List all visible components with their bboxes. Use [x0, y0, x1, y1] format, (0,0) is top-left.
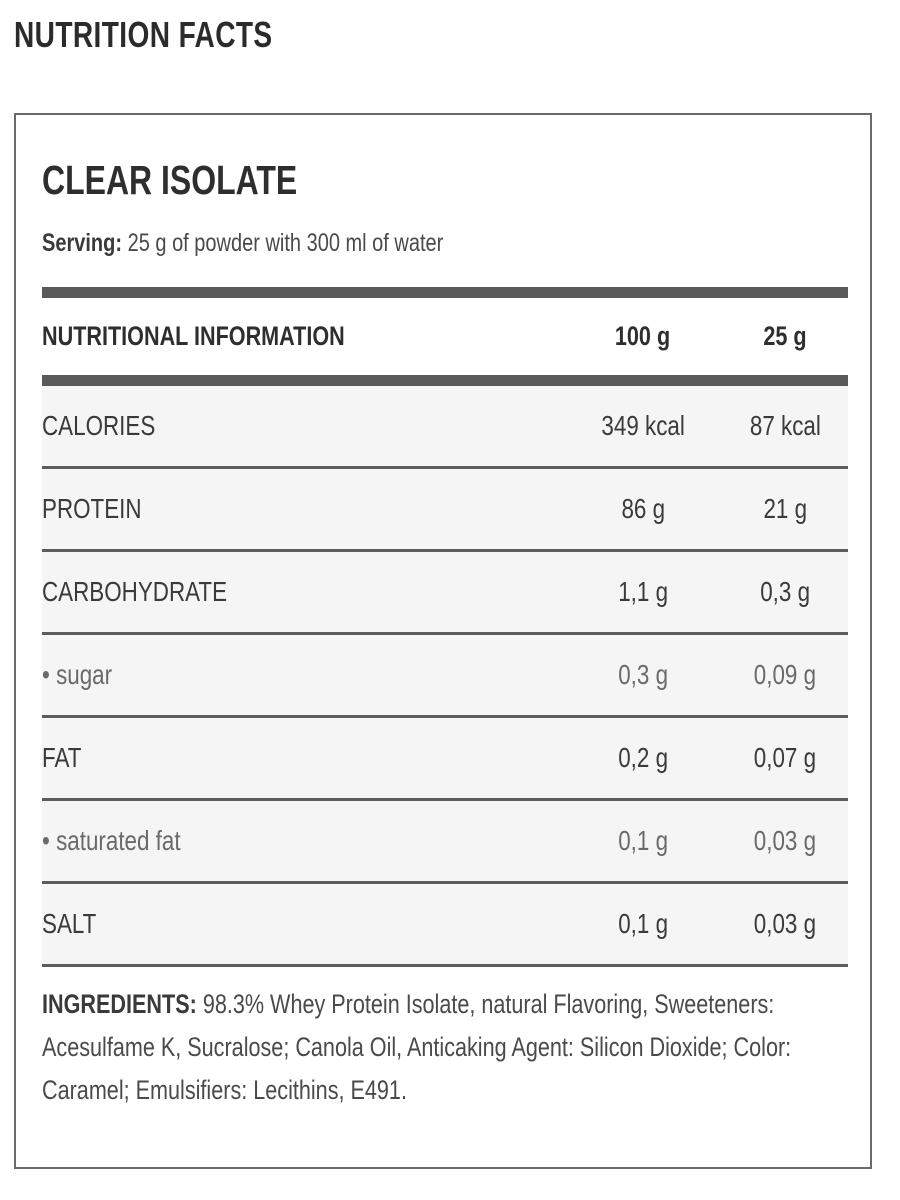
row-label: FAT [42, 742, 82, 773]
table-top-bar [42, 287, 848, 298]
row-value-25g: 0,09 g [753, 659, 817, 690]
product-name: CLEAR ISOLATE [42, 157, 298, 203]
table-row-carbohydrate [42, 552, 848, 635]
row-value-25g: 0,03 g [753, 825, 817, 856]
serving-info [42, 229, 443, 258]
row-value-25g: 87 kcal [749, 410, 821, 441]
row-value-100g: 0,1 g [618, 908, 668, 939]
table-header-bar [42, 375, 848, 386]
table-row-fat [42, 718, 848, 801]
ingredients-line-2: Acesulfame K, Sucralose; Canola Oil, Anticaking Agent: Silicon Dioxide; Color: [42, 1032, 792, 1062]
row-value-25g: 0,3 g [760, 576, 810, 607]
row-value-100g: 0,2 g [618, 742, 668, 773]
ingredients-block [42, 983, 834, 1112]
table-row-calories [42, 386, 848, 469]
header-per-100g: 100 g [615, 321, 671, 351]
table-row-protein [42, 469, 848, 552]
row-label: SALT [42, 908, 97, 939]
table-row-sugar [42, 635, 848, 718]
ingredients-label: INGREDIENTS: [42, 989, 197, 1019]
header-nutritional-information: NUTRITIONAL INFORMATION [42, 321, 345, 351]
row-label: • saturated fat [42, 825, 181, 856]
row-value-100g: 1,1 g [618, 576, 668, 607]
row-value-100g: 0,1 g [618, 825, 668, 856]
table-row-saturated-fat [42, 801, 848, 884]
serving-label: Serving: [42, 229, 123, 257]
row-label: PROTEIN [42, 493, 142, 524]
row-value-25g: 21 g [763, 493, 807, 524]
ingredients-line-3: Caramel; Emulsifiers: Lecithins, E491. [42, 1075, 407, 1105]
row-value-100g: 86 g [621, 493, 665, 524]
nutrition-table [42, 287, 848, 967]
row-value-100g: 0,3 g [618, 659, 668, 690]
row-label: CARBOHYDRATE [42, 576, 228, 607]
header-per-25g: 25 g [763, 321, 807, 351]
row-value-25g: 0,07 g [753, 742, 817, 773]
page-title: NUTRITION FACTS [14, 14, 273, 55]
ingredients-line-1: 98.3% Whey Protein Isolate, natural Flavoring, Sweeteners: [196, 989, 775, 1019]
row-value-25g: 0,03 g [753, 908, 817, 939]
table-row-salt [42, 884, 848, 967]
row-value-100g: 349 kcal [601, 410, 685, 441]
nutrition-panel [14, 113, 872, 1169]
row-label: • sugar [42, 659, 113, 690]
serving-text: 25 g of powder with 300 ml of water [122, 229, 444, 257]
row-label: CALORIES [42, 410, 156, 441]
table-header-row [42, 298, 848, 375]
